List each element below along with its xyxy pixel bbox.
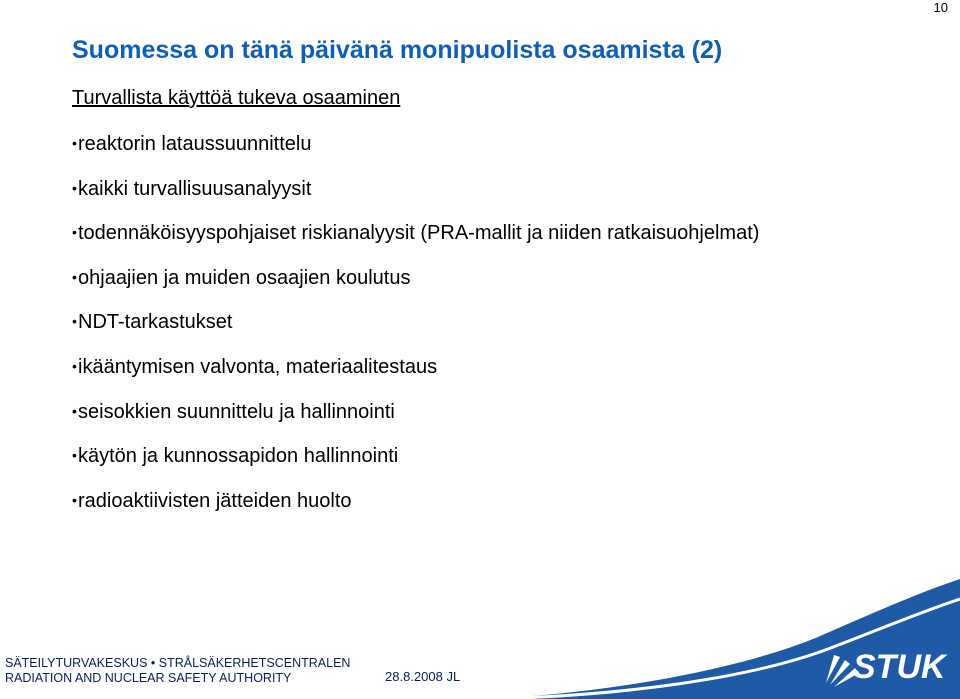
bullet-icon: • (72, 491, 77, 508)
bullet-icon: • (72, 224, 77, 241)
bullet-item (72, 304, 759, 349)
stuk-logo-text: STUK (853, 648, 946, 686)
footer-org-line-1: SÄTEILYTURVAKESKUS • STRÅLSÄKERHETSCENTRALEN (5, 656, 351, 670)
bullet-item (72, 215, 759, 260)
bullet-icon: • (72, 313, 77, 330)
bullet-text: seisokkien suunnittelu ja hallinnointi (78, 400, 395, 423)
bullet-item (72, 260, 759, 305)
bullet-text: NDT-tarkastukset (78, 311, 233, 334)
bullet-icon: • (72, 402, 77, 419)
bullet-list (72, 126, 759, 527)
bullet-text: kaikki turvallisuusanalyysit (78, 177, 312, 200)
bullet-item (72, 171, 759, 216)
footer-organization (5, 656, 350, 686)
bullet-icon: • (72, 357, 77, 374)
bullet-icon: • (72, 179, 77, 196)
bullet-item (72, 438, 759, 483)
bullet-icon: • (72, 268, 77, 285)
bullet-text: ikääntymisen valvonta, materiaalitestaus (78, 355, 438, 378)
bullet-icon: • (72, 135, 77, 151)
footer-date-author: 28.8.2008 JL (385, 669, 461, 684)
slide-subtitle: Turvallista käyttöä tukeva osaaminen (72, 87, 401, 109)
bullet-text: käytön ja kunnossapidon hallinnointi (78, 445, 399, 468)
bullet-item (72, 349, 759, 394)
bullet-item (72, 483, 759, 528)
bullet-icon: • (72, 447, 77, 464)
footer-org-line-2: RADIATION AND NUCLEAR SAFETY AUTHORITY (5, 671, 292, 685)
page-number: 10 (933, 0, 948, 15)
slide-title: Suomessa on tänä päivänä monipuolista osaamista (2) (72, 36, 723, 64)
bullet-text: radioaktiivisten jätteiden huolto (78, 489, 352, 512)
bullet-item (72, 394, 759, 439)
bullet-item (72, 126, 759, 171)
bullet-text: ohjaajien ja muiden osaajien koulutus (78, 266, 411, 289)
stuk-logo (488, 575, 960, 699)
bullet-text: reaktorin lataussuunnittelu (78, 133, 312, 155)
bullet-text: todennäköisyyspohjaiset riskianalyysit (PRA-mallit ja niiden ratkaisuohjelmat) (78, 222, 760, 245)
